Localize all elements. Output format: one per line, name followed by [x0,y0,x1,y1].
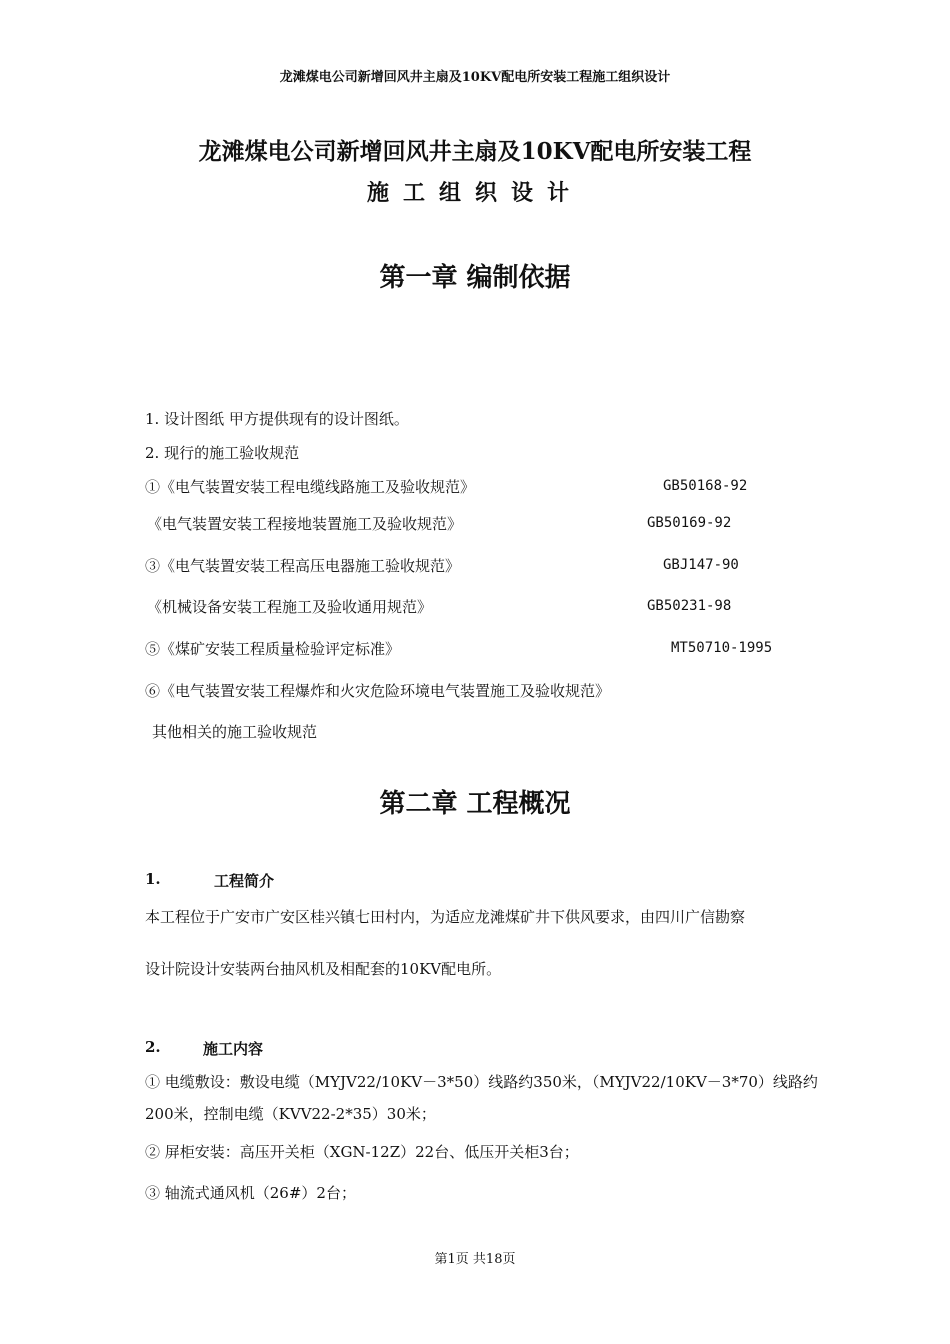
content-line: ③ 轴流式通风机（26#）2台； [145,1184,356,1202]
standard-code: GB50168-92 [663,478,748,494]
standard-name: 《机械设备安装工程施工及验收通用规范》 [147,598,433,616]
basis-item-2: 2. 现行的施工验收规范 [145,444,300,462]
standard-code: GB50169-92 [647,515,732,531]
section-number: 1. [145,870,161,888]
page-footer: 第1页 共18页 [434,1252,516,1267]
chapter-2-heading: 第二章 工程概况 [379,789,571,819]
paragraph-line: 本工程位于广安市广安区桂兴镇七田村内，为适应龙滩煤矿井下供风要求，由四川广信勘察 [145,908,746,926]
standard-name: ①《电气装置安装工程电缆线路施工及验收规范》 [145,478,476,496]
document-subtitle: 施工组织设计 [366,180,583,206]
section-number: 2. [145,1038,161,1056]
section-title: 施工内容 [203,1040,264,1058]
page-header: 龙滩煤电公司新增回风井主扇及10KV配电所安装工程施工组织设计 [279,70,671,85]
standard-name: ③《电气装置安装工程高压电器施工验收规范》 [145,557,461,575]
section-title: 工程简介 [214,872,275,890]
content-line: 200米，控制电缆（KVV22-2*35）30米； [145,1105,436,1123]
standard-name: 《电气装置安装工程接地装置施工及验收规范》 [147,515,463,533]
content-line: ① 电缆敷设：敷设电缆（MYJV22/10KV－3*50）线路约350米，（MYJV22/10KV－3*70）线路约 [145,1073,818,1091]
standard-name: ⑤《煤矿安装工程质量检验评定标准》 [145,640,401,658]
standard-code: GBJ147-90 [663,557,739,573]
basis-item-1: 1. 设计图纸 甲方提供现有的设计图纸。 [145,410,409,428]
standard-code: MT50710-1995 [671,640,773,656]
chapter-1-heading: 第一章 编制依据 [379,263,571,293]
content-line: ② 屏柜安装：高压开关柜（XGN-12Z）22台、低压开关柜3台； [145,1143,579,1161]
other-standards: 其他相关的施工验收规范 [152,723,318,741]
standard-name: ⑥《电气装置安装工程爆炸和火灾危险环境电气装置施工及验收规范》 [145,682,611,700]
document-title: 龙滩煤电公司新增回风井主扇及10KV配电所安装工程 [198,138,752,165]
standard-code: GB50231-98 [647,598,732,614]
paragraph-line: 设计院设计安装两台抽风机及相配套的10KV配电所。 [145,960,502,978]
